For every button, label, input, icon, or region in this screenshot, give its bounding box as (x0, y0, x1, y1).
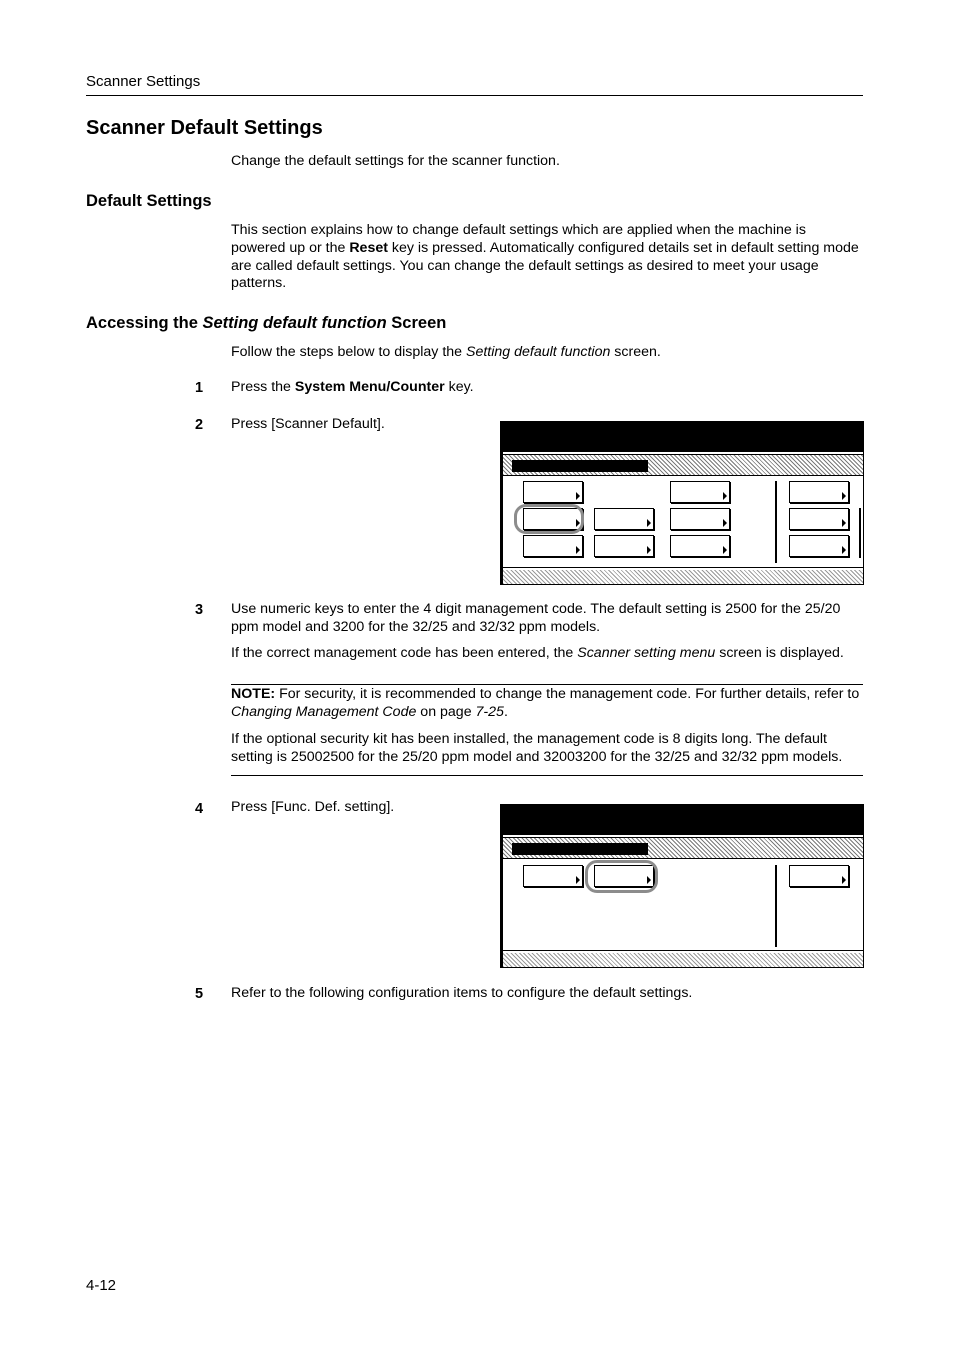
page-title: Scanner Default Settings (86, 117, 323, 139)
acc-p-pre: Follow the steps below to display the (231, 344, 467, 360)
screen-bottom-line (503, 567, 863, 568)
menu-button (789, 535, 849, 557)
menu-button (670, 481, 730, 503)
screen-bottom-strip (503, 570, 863, 584)
step-1-text (231, 379, 863, 397)
menu-button (523, 535, 583, 557)
acc-p-italic: Setting default function (466, 344, 611, 360)
screen-divider (775, 865, 777, 947)
screen-system-menu (500, 421, 864, 585)
screen-divider (775, 481, 777, 563)
menu-button (789, 865, 849, 887)
step-5-number: 5 (195, 986, 204, 1002)
menu-button (789, 481, 849, 503)
step-1-number: 1 (195, 380, 204, 396)
s3-italic: Scanner setting menu (577, 645, 716, 661)
running-header: Scanner Settings (86, 73, 201, 90)
step-2-number: 2 (195, 417, 204, 433)
ds-text-2: key is pressed. Automatically configured details set in default setting mode are called default settings. You can change the default settings as desired to meet your usage patterns. (231, 239, 859, 292)
intro-text: Change the default settings for the scanner function. (231, 153, 560, 169)
note-p1-end: . (503, 703, 508, 720)
step-2-text: Press [Scanner Default]. (231, 416, 385, 432)
screen-tab-label (512, 843, 648, 855)
screen-bottom-strip (503, 953, 863, 967)
s3-post: screen is displayed. (715, 645, 844, 661)
note-p1-pre: For security, it is recommended to change the management code. For further details, refer to (275, 686, 860, 702)
menu-button (594, 535, 654, 557)
menu-button (670, 535, 730, 557)
page-number: 4-12 (86, 1277, 117, 1294)
note-p1-link-title: Changing Management Code (231, 703, 417, 720)
menu-button (523, 865, 583, 887)
menu-button (789, 508, 849, 530)
step-5-text: Refer to the following configuration items to configure the default settings. (231, 985, 693, 1001)
screen-bottom-line (503, 950, 863, 951)
step-3-text-2 (231, 645, 863, 663)
accessing-heading (86, 314, 446, 333)
acc-head-italic: Setting default function (202, 314, 387, 332)
note-bottom-rule (231, 775, 863, 776)
acc-head-post: Screen (386, 314, 447, 332)
note-p1-mid: on page (416, 703, 476, 720)
menu-button (523, 481, 583, 503)
s1-key: System Menu/Counter (294, 379, 445, 395)
screen-tab-label (512, 460, 648, 472)
highlight-callout (585, 860, 658, 893)
acc-head-pre: Accessing the (86, 314, 203, 332)
step-4-number: 4 (195, 801, 204, 817)
note-label: NOTE: (231, 686, 276, 702)
ds-text-1: This section explains how to change default settings which are applied when the machine is powered up or the (231, 222, 806, 256)
default-settings-paragraph (231, 222, 863, 293)
s1-pre: Press the (231, 379, 295, 395)
step-3-number: 3 (195, 602, 204, 618)
note-top-rule (231, 684, 863, 685)
acc-p-post: screen. (610, 344, 661, 360)
default-settings-heading: Default Settings (86, 192, 212, 210)
screen-title-bar (501, 805, 863, 835)
screen-edge-line (859, 508, 861, 558)
step-4-text: Press [Func. Def. setting]. (231, 799, 395, 815)
screen-title-bar (501, 422, 863, 452)
s1-post: key. (444, 379, 474, 395)
header-rule (86, 95, 863, 96)
menu-button (594, 508, 654, 530)
note-paragraph-1 (231, 686, 863, 722)
note-p1-page: 7-25 (475, 703, 504, 720)
s3-pre: If the correct management code has been entered, the (231, 645, 578, 661)
accessing-paragraph (231, 344, 863, 362)
note-paragraph-2: If the optional security kit has been installed, the management code is 8 digits long. The default setting is 25002500 for the 25/20 ppm model and 32003200 for the 32/25 and 32/32 ppm models. (231, 731, 843, 765)
screen-scanner-setting-menu (500, 804, 864, 968)
step-3-text: Use numeric keys to enter the 4 digit management code. The default setting is 2500 for the 25/20 ppm model and 3200 for the 32/25 and 32/32 ppm models. (231, 601, 841, 635)
ds-reset-key: Reset (349, 239, 388, 256)
highlight-callout (514, 504, 584, 534)
menu-button (670, 508, 730, 530)
